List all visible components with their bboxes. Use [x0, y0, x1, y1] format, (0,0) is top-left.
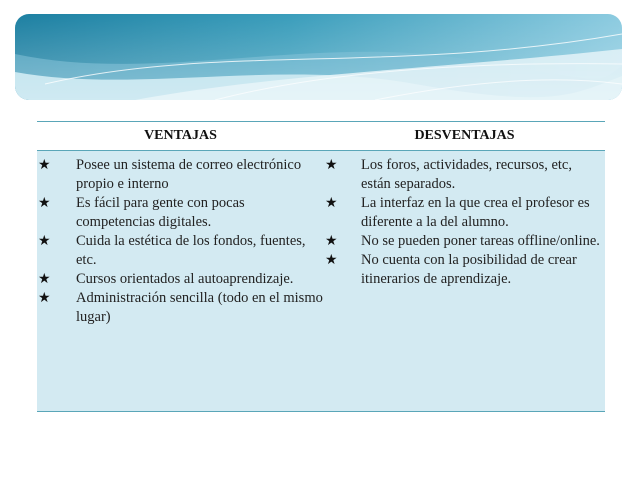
header-banner: [15, 14, 622, 100]
star-icon: ★: [325, 157, 338, 173]
star-icon: ★: [38, 290, 51, 306]
header-desventajas: DESVENTAJAS: [324, 122, 605, 151]
table-header-row: [37, 122, 605, 151]
star-icon: ★: [38, 271, 51, 287]
list-item-text: Cursos orientados al autoaprendizaje.: [76, 271, 294, 287]
list-item-text: No se pueden poner tareas offline/online.: [361, 233, 600, 249]
star-icon: ★: [325, 195, 338, 211]
star-icon: ★: [38, 195, 51, 211]
desventajas-cell: [324, 151, 605, 412]
header-ventajas: VENTAJAS: [37, 122, 324, 151]
list-item: [37, 194, 324, 232]
list-item: [37, 289, 324, 327]
list-item: [324, 156, 605, 194]
star-icon: ★: [325, 252, 338, 268]
list-item-text: Administración sencilla (todo en el mismo lugar): [76, 290, 323, 325]
comparison-table: [37, 121, 605, 412]
list-item-text: Es fácil para gente con pocas competencias digitales.: [76, 195, 245, 230]
list-item-text: Cuida la estética de los fondos, fuentes, etc.: [76, 233, 306, 268]
desventajas-list: [324, 156, 605, 289]
star-icon: ★: [38, 157, 51, 173]
list-item: [37, 156, 324, 194]
list-item-text: Posee un sistema de correo electrónico propio e interno: [76, 157, 302, 192]
list-item: [37, 270, 324, 289]
list-item: [324, 194, 605, 232]
list-item-text: No cuenta con la posibilidad de crear itinerarios de aprendizaje.: [361, 252, 577, 287]
star-icon: ★: [325, 233, 338, 249]
list-item: [324, 251, 605, 289]
ventajas-cell: [37, 151, 324, 412]
list-item: [324, 232, 605, 251]
star-icon: ★: [38, 233, 51, 249]
table-row: [37, 151, 605, 412]
list-item: [37, 232, 324, 270]
list-item-text: La interfaz en la que crea el profesor es diferente a la del alumno.: [361, 195, 590, 230]
list-item-text: Los foros, actividades, recursos, etc, están separados.: [361, 157, 572, 192]
ventajas-list: [37, 156, 324, 327]
